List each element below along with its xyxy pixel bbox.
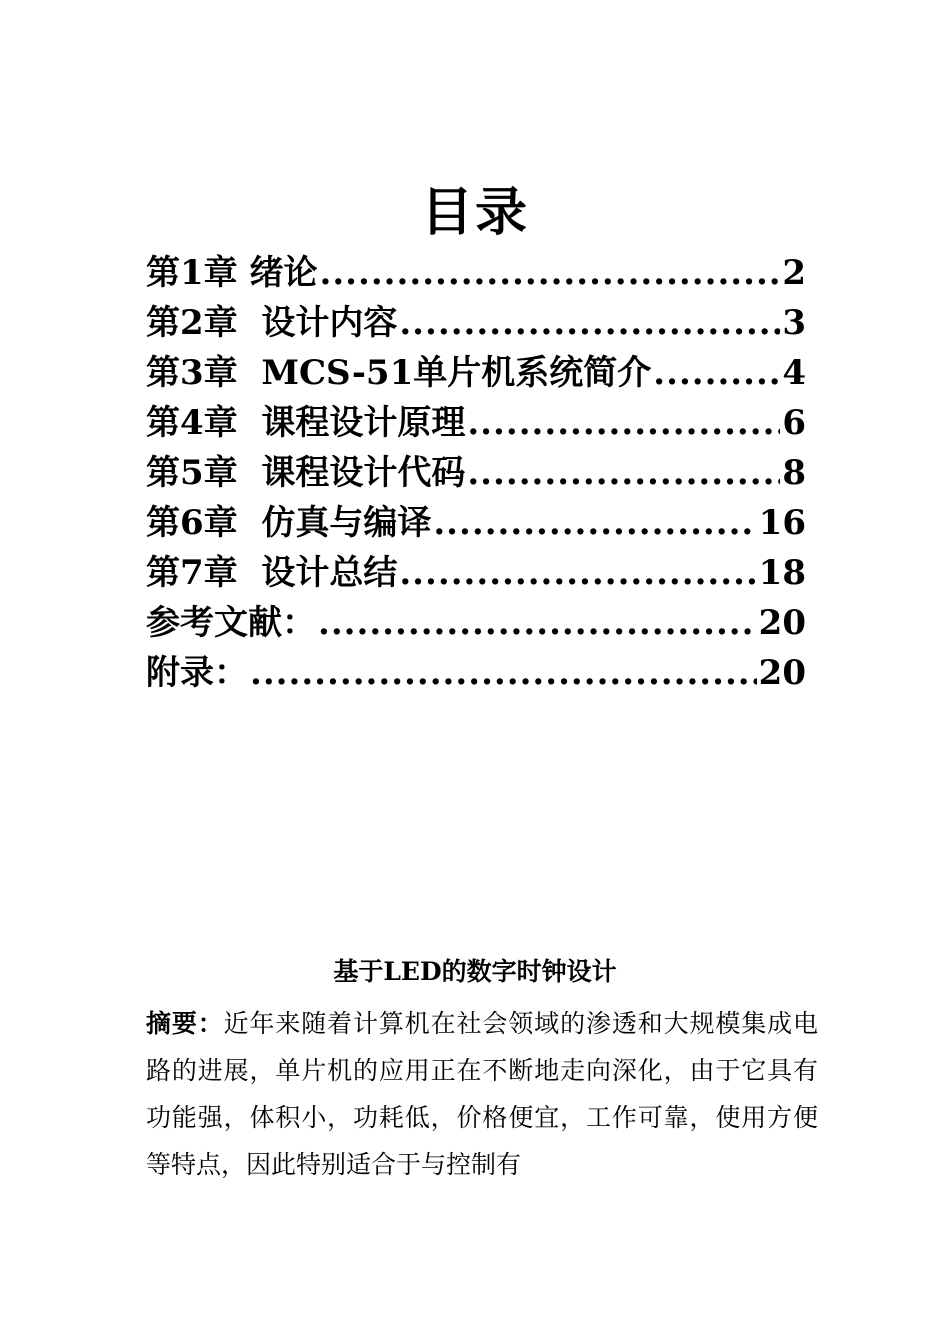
toc-leader-dots [399,548,756,598]
abstract-text: 近年来随着计算机在社会领域的渗透和大规模集成电路的进展，单片机的应用正在不断地走向深化，由于它具有功能强，体积小，功耗低，价格便宜，工作可靠，使用方便等特点，因此特别适合于与控制有 [146,1009,818,1179]
toc-entry[interactable] [146,248,806,298]
toc-entry-page: 4 [782,353,806,393]
toc-entry[interactable] [146,498,806,548]
toc-entry-page: 16 [758,503,806,543]
toc-entry-label: 第2章 设计内容 [146,303,398,343]
toc-entry-label: 第3章 MCS-51单片机系统简介 [146,353,652,393]
toc-entry-label: 附录： [146,653,248,693]
toc-entry-label: 参考文献： [146,603,316,643]
table-of-contents [146,248,806,698]
toc-entry-label: 第1章 绪论 [146,253,318,293]
toc-leader-dots [399,298,780,348]
toc-entry-page: 20 [758,603,806,643]
toc-leader-dots [250,648,757,698]
toc-entry-page: 3 [782,303,806,343]
toc-entry-label: 第7章 设计总结 [146,553,398,593]
toc-entry-page: 2 [782,253,806,293]
toc-title: 目录 [420,182,529,243]
toc-entry-label: 第4章 课程设计原理 [146,403,466,443]
toc-leader-dots [653,348,780,398]
toc-leader-dots [467,398,780,448]
toc-entry-label: 第6章 仿真与编译 [146,503,432,543]
toc-leader-dots [318,598,757,648]
toc-entry[interactable] [146,448,806,498]
toc-entry-page: 18 [758,553,806,593]
toc-leader-dots [467,448,780,498]
toc-entry-page: 20 [758,653,806,693]
toc-entry[interactable] [146,598,806,648]
toc-entry-page: 8 [782,453,806,493]
toc-entry-page: 6 [782,403,806,443]
abstract-paragraph [146,1000,818,1188]
toc-entry-label: 第5章 课程设计代码 [146,453,466,493]
toc-entry[interactable] [146,648,806,698]
toc-leader-dots [433,498,756,548]
abstract-title: 基于LED的数字时钟设计 [333,957,617,986]
toc-entry[interactable] [146,398,806,448]
toc-entry[interactable] [146,548,806,598]
toc-entry[interactable] [146,298,806,348]
abstract-label: 摘要： [146,1009,224,1038]
toc-entry[interactable] [146,348,806,398]
toc-leader-dots [320,248,781,298]
